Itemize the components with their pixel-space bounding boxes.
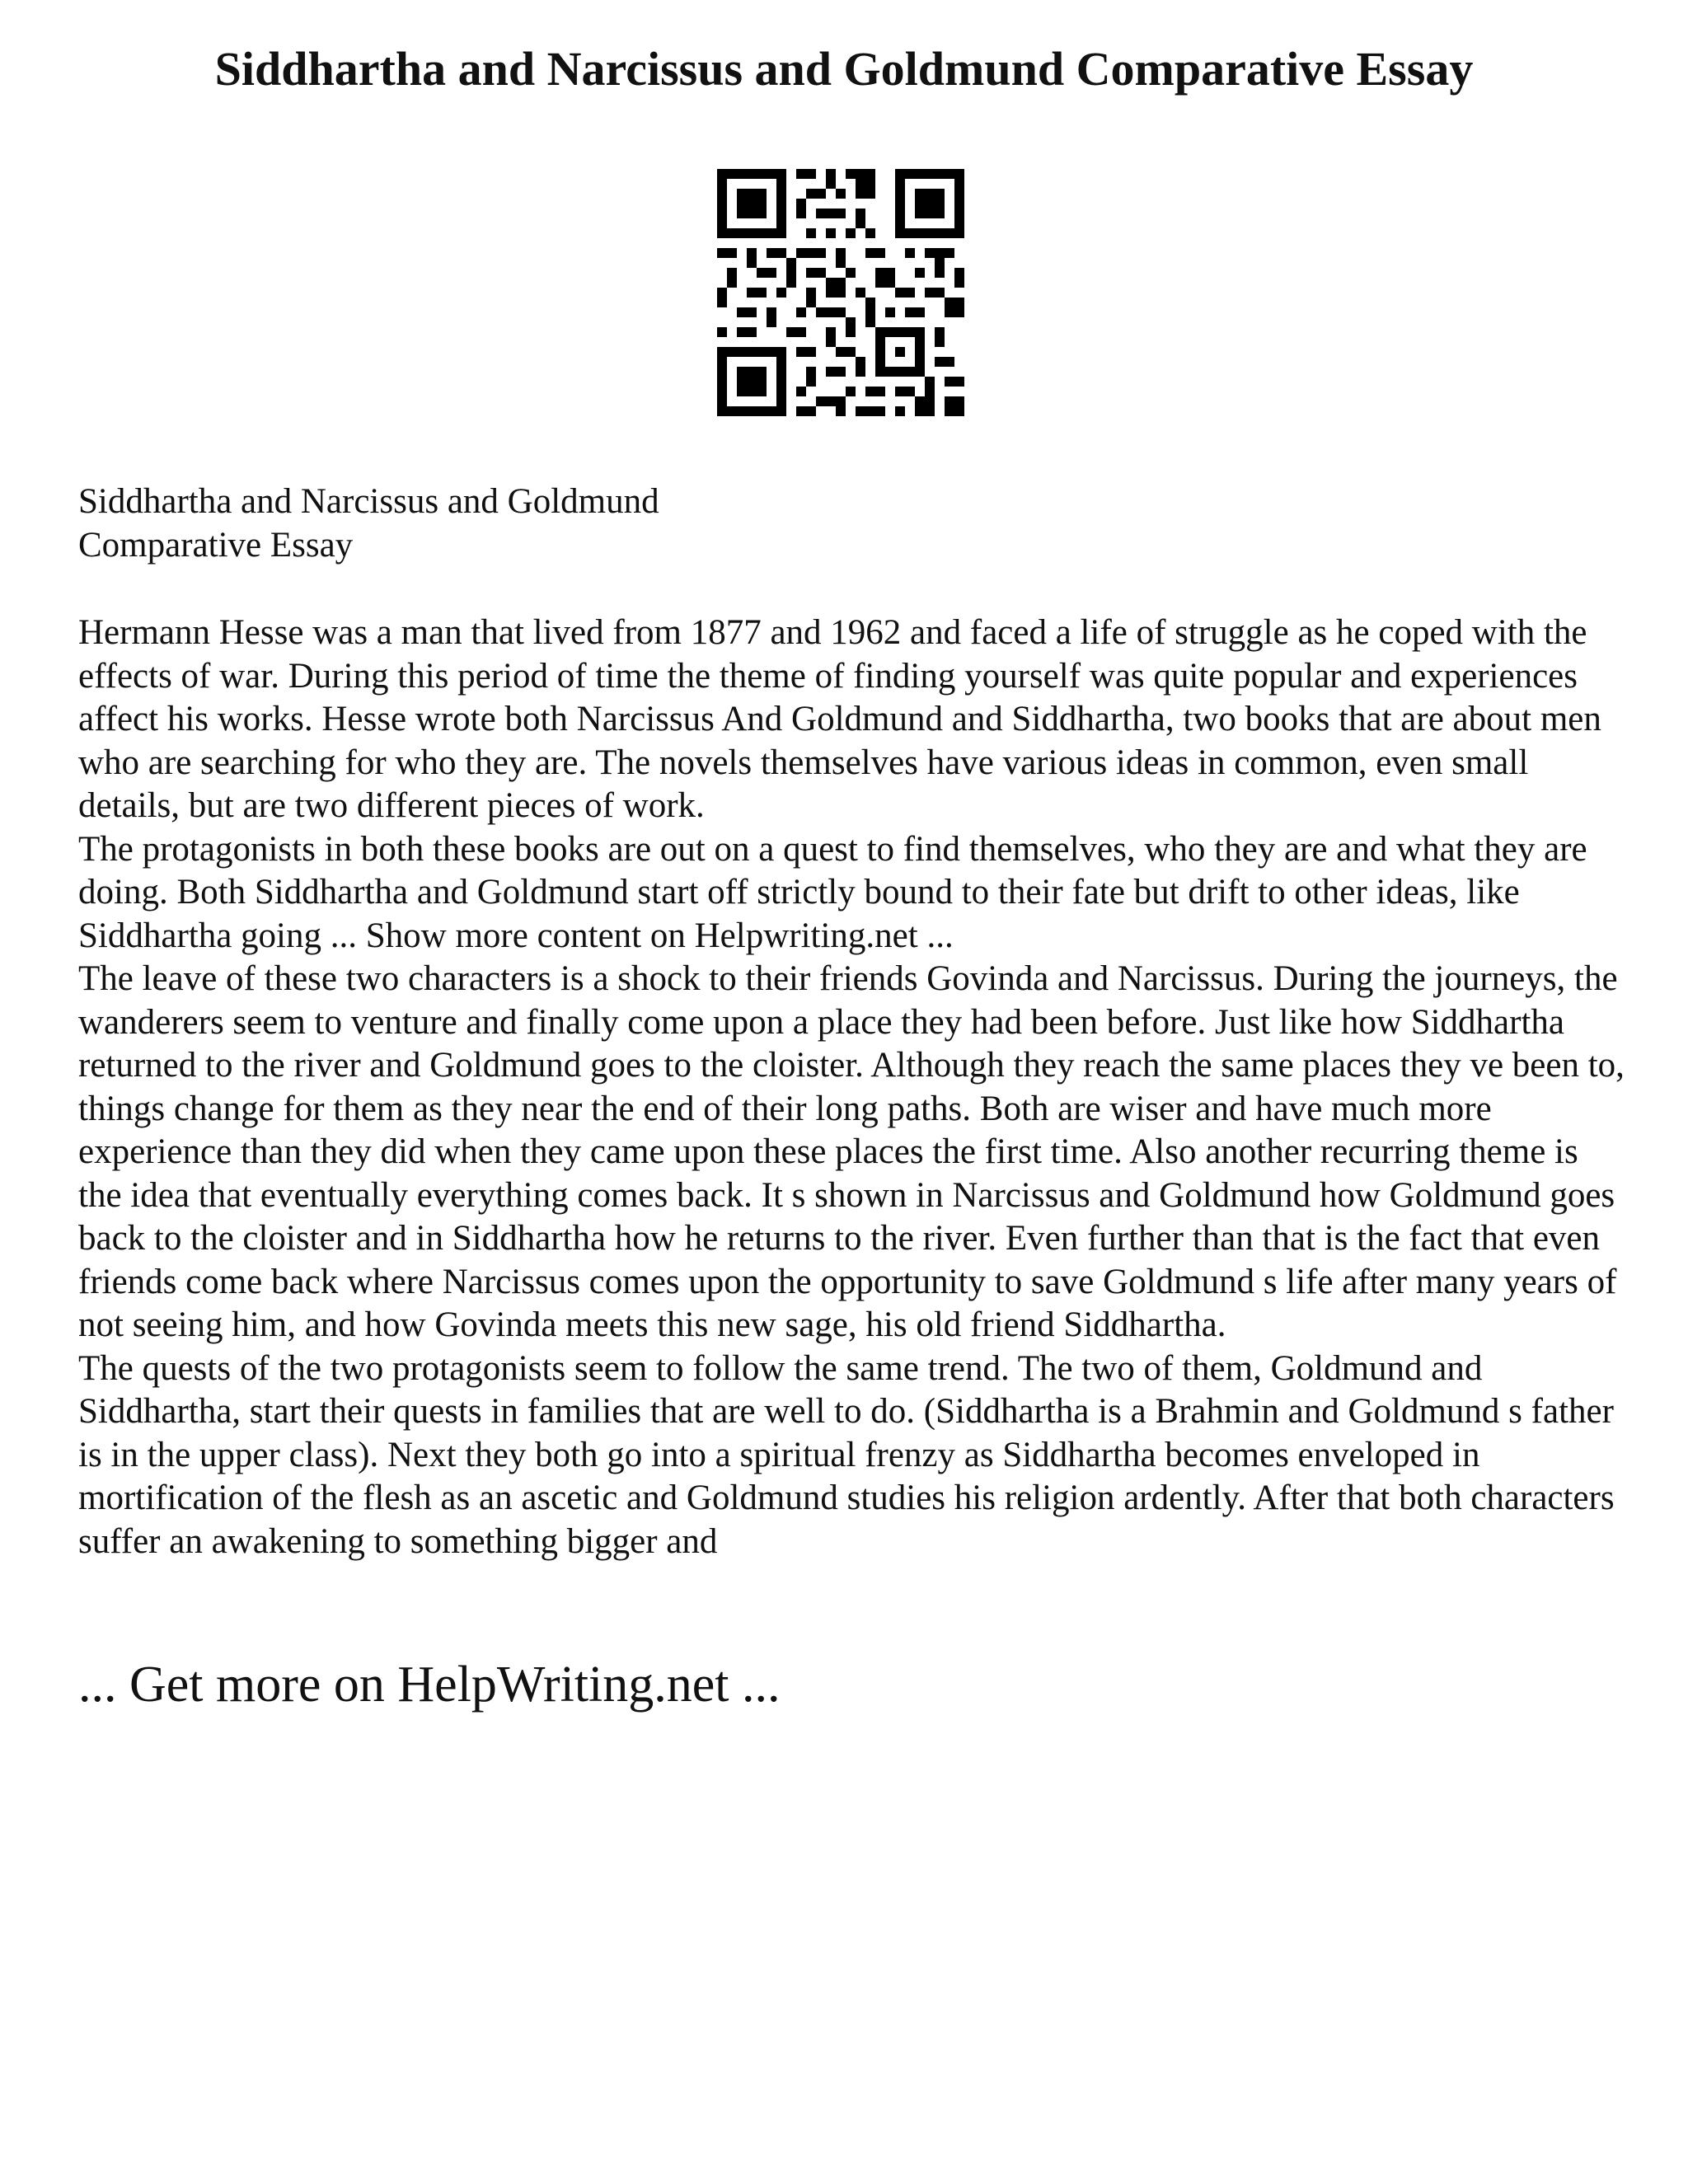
essay-body bbox=[78, 612, 1628, 1563]
document-subtitle bbox=[78, 480, 903, 567]
paragraph-2: The protagonists in both these books are out on a quest to find themselves, who they are and what they are doing. Both Siddhartha and Goldmund start off strictly bound to their fate but drift to other ideas, like Siddhartha going ... Show more content on Helpwriting.net ... bbox=[78, 829, 1587, 955]
subtitle-line-1: Siddhartha and Narcissus and Goldmund bbox=[78, 482, 659, 521]
qr-code-icon[interactable] bbox=[717, 169, 964, 416]
page-title: Siddhartha and Narcissus and Goldmund Comparative Essay bbox=[214, 42, 1474, 96]
get-more-link[interactable]: ... Get more on HelpWriting.net ... bbox=[78, 1657, 781, 1713]
paragraph-1: Hermann Hesse was a man that lived from 1877 and 1962 and faced a life of struggle as he coped with the effects of war. During this period of time the theme of finding yourself was quite popular and experiences affect his works. Hesse wrote both Narcissus And Goldmund and Siddhartha, two books that are about men who are searching for who they are. The novels themselves have various ideas in common, even small details, but are two different pieces of work. bbox=[78, 613, 1601, 825]
paragraph-4: The quests of the two protagonists seem to follow the same trend. The two of them, Goldmund and Siddhartha, start their quests in families that are well to do. (Siddhartha is a Brahmin and Goldmund s father is in the upper class). Next they both go into a spiritual frenzy as Siddhartha becomes enveloped in mortification of the flesh as an ascetic and Goldmund studies his religion ardently. After that both characters suffer an awakening to something bigger and bbox=[78, 1348, 1615, 1561]
subtitle-line-2: Comparative Essay bbox=[78, 526, 354, 565]
paragraph-3: The leave of these two characters is a shock to their friends Govinda and Narcissus. During the journeys, the wanderers seem to venture and finally come upon a place they had been before. Just like how Siddhartha returned to the river and Goldmund goes to the cloister. Although they reach the same places they ve been to, things change for them as they near the end of their long paths. Both are wiser and have much more experience than they did when they came upon these places the first time. Also another recurring theme is the idea that eventually everything comes back. It s shown in Narcissus and Goldmund how Goldmund goes back to the cloister and in Siddhartha how he returns to the river. Even further than that is the fact that even friends come back where Narcissus comes upon the opportunity to save Goldmund s life after many years of not seeing him, and how Govinda meets this new sage, his old friend Siddhartha. bbox=[78, 959, 1625, 1344]
